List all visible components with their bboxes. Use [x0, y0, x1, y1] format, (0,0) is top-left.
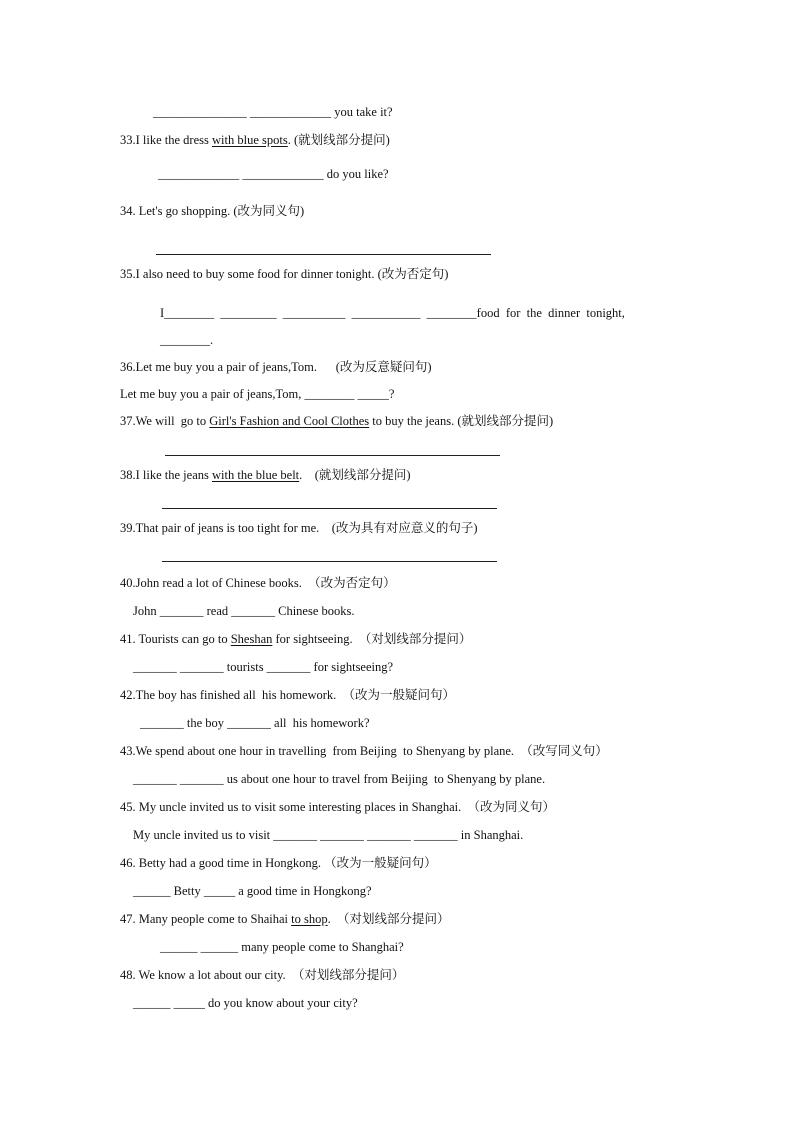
q47-answer-line: ______ ______ many people come to Shanghai?: [160, 940, 404, 954]
q48-prompt: 48. We know a lot about our city. （对划线部分提问）: [120, 968, 405, 982]
q42-prompt: 42.The boy has finished all his homework. （改为一般疑问句）: [120, 688, 456, 702]
q40-answer-line: John _______ read _______ Chinese books.: [133, 604, 355, 618]
q37-underlined-phrase: Girl's Fashion and Cool Clothes: [209, 414, 370, 428]
q33-answer-line: _____________ _____________ do you like?: [158, 167, 389, 181]
q35-answer-continuation: ________.: [160, 333, 214, 347]
q45-answer-line: My uncle invited us to visit _______ _______ _______ _______ in Shanghai.: [133, 828, 524, 842]
q43-prompt: 43.We spend about one hour in travelling from Beijing to Shenyang by plane. （改写同义句）: [120, 744, 608, 758]
q45-prompt: 45. My uncle invited us to visit some interesting places in Shanghai. （改为同义句）: [120, 800, 556, 814]
q46-answer-line: ______ Betty _____ a good time in Hongkong?: [133, 884, 372, 898]
q38-prompt: 38.I like the jeans with the blue belt. (就划线部分提问): [120, 468, 411, 482]
q35-answer-line: I________ _________ __________ ___________ ________food for the dinner tonight,: [160, 306, 625, 320]
q38-answer-rule: [162, 508, 497, 509]
q39-answer-rule: [162, 561, 497, 562]
q36-answer-line: Let me buy you a pair of jeans,Tom, ________ _____?: [120, 387, 395, 401]
q39-prompt: 39.That pair of jeans is too tight for me. (改为具有对应意义的句子): [120, 521, 478, 535]
q40-prompt: 40.John read a lot of Chinese books. （改为否定句）: [120, 576, 396, 590]
q33-prompt: 33.I like the dress with blue spots. (就划线部分提问): [120, 133, 390, 147]
q41-answer-line: _______ _______ tourists _______ for sightseeing?: [133, 660, 394, 674]
q46-prompt: 46. Betty had a good time in Hongkong. （改为一般疑问句）: [120, 856, 437, 870]
q34-prompt: 34. Let's go shopping. (改为同义句): [120, 204, 305, 218]
q35-prompt: 35.I also need to buy some food for dinner tonight. (改为否定句): [120, 267, 449, 281]
q42-answer-line: _______ the boy _______ all his homework?: [140, 716, 370, 730]
q47-underlined-phrase: to shop: [291, 912, 328, 926]
q38-underlined-phrase: with the blue belt: [212, 468, 300, 482]
q37-answer-rule: [165, 455, 500, 456]
q37-prompt: 37.We will go to Girl's Fashion and Cool Clothes to buy the jeans. (就划线部分提问): [120, 414, 554, 428]
q36-prompt: 36.Let me buy you a pair of jeans,Tom. (改为反意疑问句): [120, 360, 432, 374]
q47-prompt: 47. Many people come to Shaihai to shop. （对划线部分提问）: [120, 912, 450, 926]
q33-underlined-phrase: with blue spots: [212, 133, 288, 147]
q48-answer-line: ______ _____ do you know about your city?: [133, 996, 358, 1010]
q34-answer-rule: [156, 254, 491, 255]
q32-answer-line: _______________ _____________ you take it?: [153, 105, 393, 119]
q41-underlined-phrase: Sheshan: [230, 632, 273, 646]
q41-prompt: 41. Tourists can go to Sheshan for sightseeing. （对划线部分提问）: [120, 632, 472, 646]
q43-answer-line: _______ _______ us about one hour to travel from Beijing to Shenyang by plane.: [133, 772, 546, 786]
